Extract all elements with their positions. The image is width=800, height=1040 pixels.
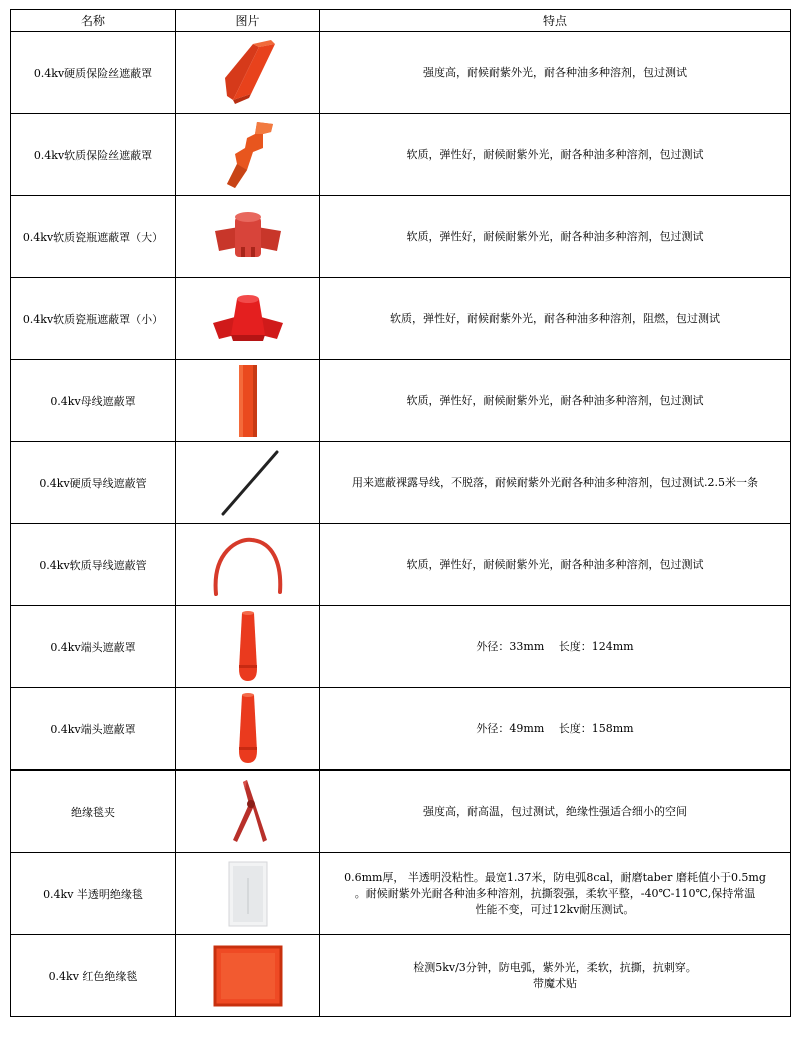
product-picture [176, 278, 320, 360]
table-row [11, 114, 791, 196]
feature-line: 外径：33mm 长度：124mm [476, 639, 634, 653]
table-row [11, 688, 791, 771]
product-picture [176, 114, 320, 196]
feature-line: 带魔术贴 [533, 976, 577, 990]
product-features [320, 770, 791, 853]
header-picture: 图片 [176, 10, 320, 32]
table-row [11, 853, 791, 935]
feature-line: 软质，弹性好，耐候耐紫外光，耐各种油多种溶剂，阻燃，包过测试 [390, 311, 720, 325]
insulator-cover-small-icon [211, 289, 285, 349]
product-name: 0.4kv端头遮蔽罩 [11, 688, 176, 771]
product-features [320, 278, 791, 360]
table-row [11, 442, 791, 524]
feature-line: 强度高，耐高温，包过测试，绝缘性强适合细小的空间 [423, 804, 687, 818]
product-picture [176, 606, 320, 688]
product-features [320, 524, 791, 606]
product-picture [176, 524, 320, 606]
product-features [320, 114, 791, 196]
table-row [11, 360, 791, 442]
table-row [11, 196, 791, 278]
end-cap-cover-icon [233, 691, 263, 767]
hard-wire-tube-icon [213, 448, 283, 518]
table-row [11, 278, 791, 360]
product-picture [176, 770, 320, 853]
header-name: 名称 [11, 10, 176, 32]
header-features: 特点 [320, 10, 791, 32]
feature-line: 软质，弹性好，耐候耐紫外光，耐各种油多种溶剂，包过测试 [406, 393, 704, 407]
product-features [320, 442, 791, 524]
end-cap-cover-icon [233, 609, 263, 685]
feature-line: 软质，弹性好，耐候耐紫外光，耐各种油多种溶剂，包过测试 [406, 229, 704, 243]
feature-line: 检测5kv/3分钟，防电弧，紫外光，柔软，抗撕，抗刺穿。 [413, 960, 697, 974]
product-table [10, 9, 791, 1017]
table-header [11, 10, 791, 32]
feature-line: 强度高，耐候耐紫外光，耐各种油多种溶剂，包过测试 [423, 65, 687, 79]
product-features [320, 606, 791, 688]
product-picture [176, 442, 320, 524]
product-name: 0.4kv硬质导线遮蔽管 [11, 442, 176, 524]
product-name: 0.4kv 红色绝缘毯 [11, 935, 176, 1017]
product-picture [176, 935, 320, 1017]
product-name: 0.4kv母线遮蔽罩 [11, 360, 176, 442]
product-features [320, 360, 791, 442]
product-name: 0.4kv软质瓷瓶遮蔽罩（小） [11, 278, 176, 360]
product-features [320, 935, 791, 1017]
hard-fuse-cover-icon [213, 38, 283, 108]
product-picture [176, 32, 320, 114]
product-name: 绝缘毯夹 [11, 770, 176, 853]
product-name: 0.4kv软质瓷瓶遮蔽罩（大） [11, 196, 176, 278]
soft-wire-tube-icon [208, 532, 288, 598]
insulator-cover-large-icon [213, 207, 283, 267]
product-name: 0.4kv硬质保险丝遮蔽罩 [11, 32, 176, 114]
product-name: 0.4kv端头遮蔽罩 [11, 606, 176, 688]
red-blanket-icon [211, 943, 285, 1009]
product-picture [176, 196, 320, 278]
feature-line: 用来遮蔽裸露导线，不脱落，耐候耐紫外光耐各种油多种溶剂，包过测试.2.5米一条 [352, 475, 758, 489]
product-picture [176, 360, 320, 442]
feature-line: 性能不变，可过12kv耐压测试。 [475, 902, 635, 916]
product-features [320, 32, 791, 114]
feature-line: 。耐候耐紫外光耐各种油多种溶剂，抗撕裂强，柔软平整，-40℃-110℃,保持常温 [354, 886, 756, 900]
product-name: 0.4kv软质保险丝遮蔽罩 [11, 114, 176, 196]
product-name: 0.4kv软质导线遮蔽管 [11, 524, 176, 606]
product-features [320, 688, 791, 771]
table-row [11, 606, 791, 688]
busbar-cover-icon [233, 363, 263, 439]
product-picture [176, 853, 320, 935]
table-row [11, 770, 791, 853]
feature-line: 软质，弹性好，耐候耐紫外光，耐各种油多种溶剂，包过测试 [406, 557, 704, 571]
product-picture [176, 688, 320, 771]
feature-line: 外径：49mm 长度：158mm [476, 721, 634, 735]
feature-line: 0.6mm厚， 半透明没粘性。最宽1.37米，防电弧8cal，耐磨taber 磨耗值小于0.5mg [344, 870, 766, 884]
table-row [11, 935, 791, 1017]
product-features [320, 196, 791, 278]
product-features [320, 853, 791, 935]
table-row [11, 524, 791, 606]
table-row [11, 32, 791, 114]
soft-fuse-cover-icon [213, 118, 283, 192]
feature-line: 软质，弹性好，耐候耐紫外光，耐各种油多种溶剂，包过测试 [406, 147, 704, 161]
translucent-blanket-icon [223, 858, 273, 930]
product-name: 0.4kv 半透明绝缘毯 [11, 853, 176, 935]
blanket-clamp-icon [223, 776, 273, 848]
